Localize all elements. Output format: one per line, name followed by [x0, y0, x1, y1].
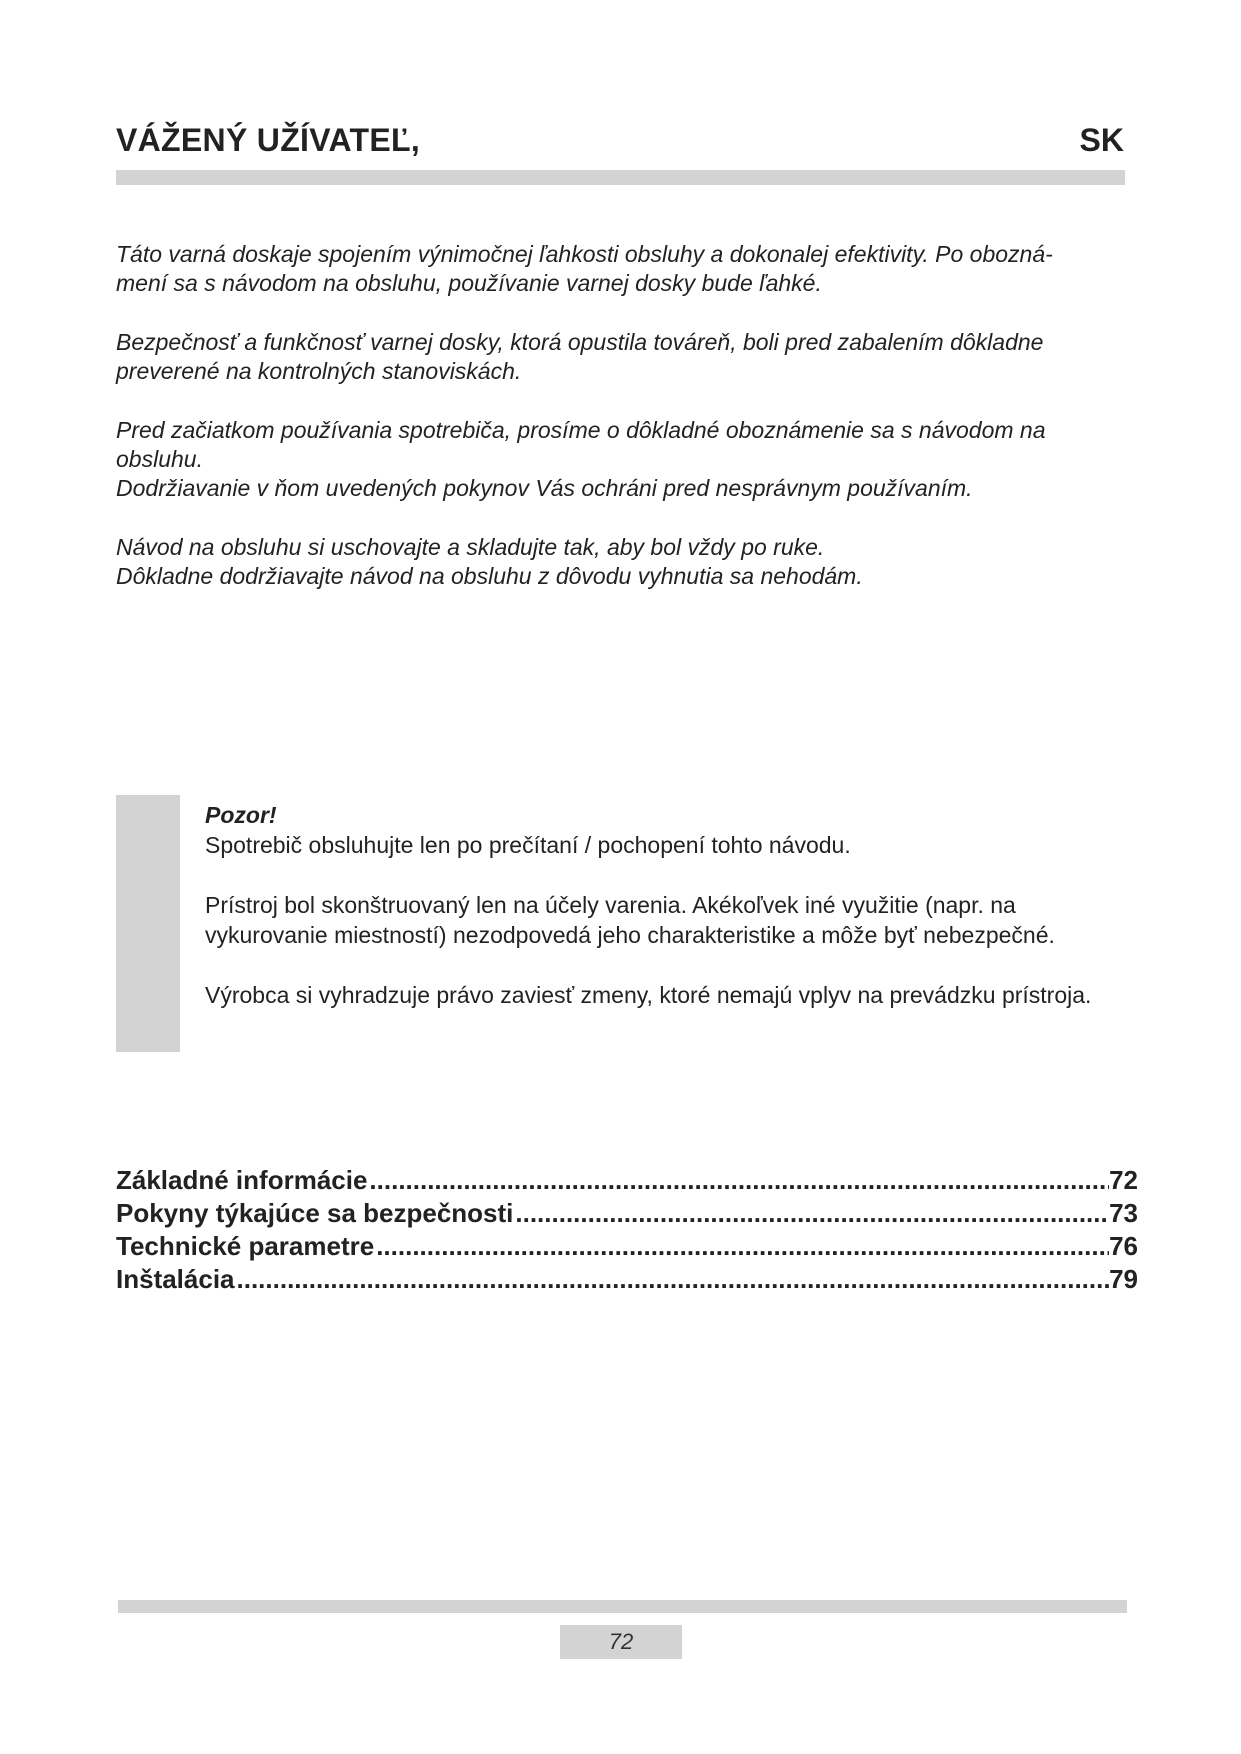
warning-paragraph: Spotrebič obsluhujte len po prečítaní / pochopení tohto návodu.	[205, 832, 851, 858]
warning-box	[205, 800, 1165, 1040]
warning-side-bar	[116, 795, 180, 1052]
intro-paragraph: Táto varná doskaje spojením výnimočnej ľahkosti obsluhy a dokonalej efektivity. Po obozná- mení sa s návodom na obsluhu, používanie varnej dosky bude ľahké.	[116, 241, 1053, 296]
intro-paragraph: Pred začiatkom používania spotrebiča, prosíme o dôkladné oboznámenie sa s návodom na obsluhu. Dodržiavanie v ňom uvedených pokynov Vás ochráni pred nesprávnym používaním.	[116, 417, 1046, 501]
header-divider-bar	[116, 170, 1125, 185]
footer-divider-bar	[118, 1600, 1127, 1613]
toc-entry-page: 73	[1109, 1198, 1138, 1228]
warning-paragraph: Prístroj bol skonštruovaný len na účely varenia. Akékoľvek iné využitie (napr. na vykurovanie miestností) nezodpovedá jeho charakteristike a môže byť nebezpečné.	[205, 892, 1055, 948]
toc-entry-label: Inštalácia	[116, 1264, 235, 1294]
toc-dot-leader	[369, 1165, 1109, 1196]
intro-section	[116, 240, 1136, 621]
toc-entry[interactable]	[116, 1198, 1138, 1231]
toc-entry-label: Základné informácie	[116, 1165, 368, 1195]
page-number: 72	[560, 1625, 682, 1659]
intro-paragraph: Bezpečnosť a funkčnosť varnej dosky, ktorá opustila továreň, boli pred zabalením dôkladne preverené na kontrolných stanoviskách.	[116, 329, 1044, 384]
language-code: SK	[1079, 122, 1124, 158]
toc-entry[interactable]	[116, 1231, 1138, 1264]
intro-paragraph: Návod na obsluhu si uschovajte a skladujte tak, aby bol vždy po ruke. Dôkladne dodržiavajte návod na obsluhu z dôvodu vyhnutia sa nehodám.	[116, 534, 863, 589]
warning-paragraph: Výrobca si vyhradzuje právo zaviesť zmeny, ktoré nemajú vplyv na prevádzku prístroja.	[205, 982, 1092, 1008]
toc-entry-page: 79	[1109, 1264, 1138, 1294]
page-title: VÁŽENÝ UŽÍVATEĽ,	[116, 122, 421, 158]
toc-entry-label: Technické parametre	[116, 1231, 375, 1261]
toc-entry-label: Pokyny týkajúce sa bezpečnosti	[116, 1198, 514, 1228]
toc-entry[interactable]	[116, 1165, 1138, 1198]
toc-dot-leader	[376, 1231, 1109, 1262]
table-of-contents	[116, 1165, 1138, 1297]
warning-title: Pozor!	[205, 802, 277, 828]
toc-entry-page: 76	[1109, 1231, 1138, 1261]
toc-dot-leader	[237, 1264, 1110, 1295]
toc-entry[interactable]	[116, 1264, 1138, 1297]
toc-dot-leader	[515, 1198, 1109, 1229]
toc-entry-page: 72	[1109, 1165, 1138, 1195]
